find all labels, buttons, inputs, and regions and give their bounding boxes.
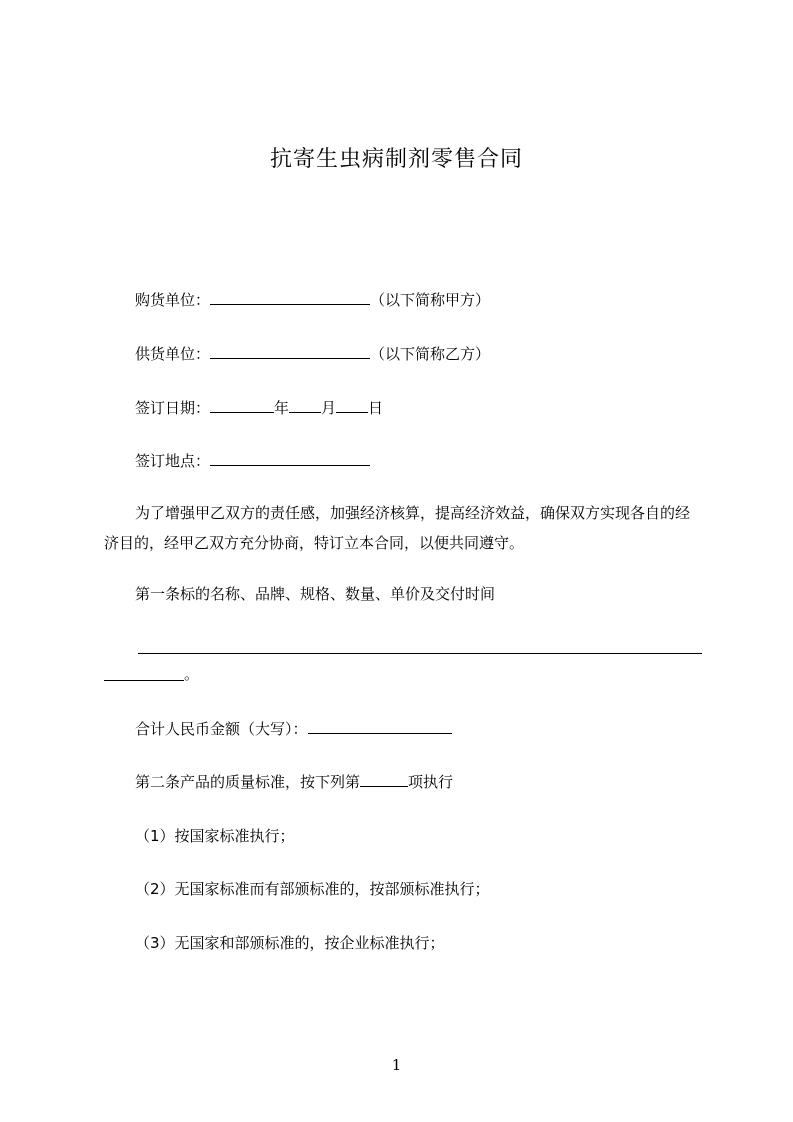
day-blank — [336, 398, 368, 413]
month-blank — [289, 398, 321, 413]
document-title: 抗寄生虫病制剂零售合同 — [269, 147, 523, 172]
intro-paragraph — [104, 498, 704, 558]
article2-item-1: （1）按国家标准执行； — [135, 827, 295, 845]
year-label: 年 — [274, 399, 290, 417]
article2-item-2: （2）无国家标准而有部颁标准的，按部颁标准执行； — [135, 880, 490, 898]
article2-heading-suffix: 项执行 — [408, 773, 454, 791]
total-amount-line — [135, 719, 452, 739]
buyer-line — [135, 290, 490, 310]
buyer-blank — [210, 290, 370, 305]
buyer-label: 购货单位： — [135, 291, 211, 309]
place-blank — [210, 451, 370, 466]
page-number: 1 — [391, 1056, 402, 1074]
supplier-label: 供货单位： — [135, 345, 211, 363]
total-amount-label: 合计人民币金额（大写）： — [135, 720, 308, 738]
article2-heading-prefix: 第二条产品的质量标准，按下列第 — [135, 773, 361, 791]
buyer-suffix: （以下简称甲方） — [370, 291, 491, 309]
article2-item-blank — [360, 772, 408, 787]
article1-end-mark: 。 — [184, 665, 200, 683]
article2-heading — [135, 772, 453, 792]
intro-text: 为了增强甲乙双方的责任感，加强经济核算，提高经济效益，确保双方实现各自的经济目的，经甲乙双方充分协商，特订立本合同，以便共同遵守。 — [104, 504, 691, 552]
year-blank — [210, 398, 274, 413]
place-label: 签订地点： — [135, 452, 211, 470]
day-label: 日 — [368, 399, 384, 417]
article1-fill-line-continued — [104, 680, 184, 681]
article1-fill-line — [138, 653, 702, 654]
supplier-blank — [210, 344, 370, 359]
supplier-line — [135, 344, 490, 364]
article2-item-3: （3）无国家和部颁标准的，按企业标准执行； — [135, 934, 445, 952]
supplier-suffix: （以下简称乙方） — [370, 345, 491, 363]
article1-heading: 第一条标的名称、品牌、规格、数量、单价及交付时间 — [135, 585, 496, 603]
place-line — [135, 451, 370, 471]
month-label: 月 — [321, 399, 337, 417]
date-label: 签订日期： — [135, 399, 211, 417]
total-amount-blank — [308, 719, 452, 734]
date-line — [135, 398, 383, 418]
